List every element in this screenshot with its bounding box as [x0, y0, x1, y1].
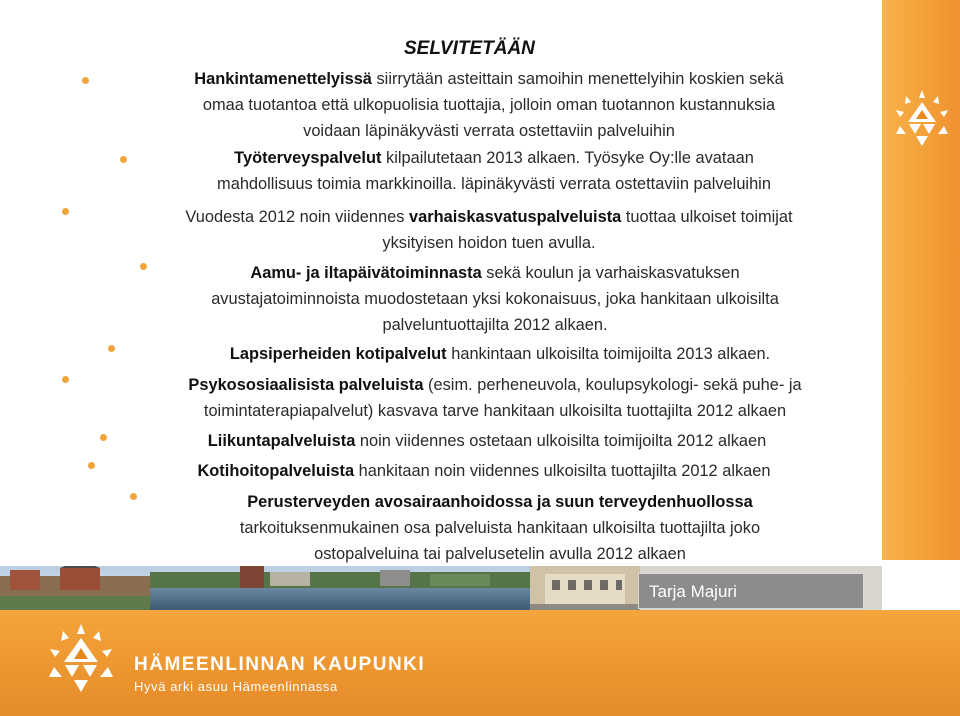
bold-term: Perusterveyden avosairaanhoidossa ja suun terveydenhuollossa — [247, 493, 753, 511]
text-run: tuottaa ulkoiset toimijat — [621, 208, 793, 226]
text-line — [90, 398, 900, 424]
text-line — [120, 286, 870, 312]
item-hankintamenettely — [94, 66, 884, 144]
text-run: voidaan läpinäkyvästi verrata ostettaviin palveluihin — [303, 122, 675, 140]
bold-term: varhaiskasvatuspalveluista — [409, 208, 622, 226]
text-line — [94, 66, 884, 92]
city-sun-logo-icon — [46, 622, 116, 698]
text-run: yksityisen hoidon tuen avulla. — [382, 234, 596, 252]
bold-term: Kotihoitopalveluista — [197, 462, 355, 480]
text-run: tarkoituksenmukainen osa palveluista hankitaan ulkoisilta tuottajilta joko — [239, 519, 761, 537]
text-run: ostopalveluina tai palvelusetelin avulla 2012 alkaen — [314, 545, 686, 563]
text-line — [104, 458, 864, 484]
text-line — [140, 489, 860, 515]
text-run: kilpailutetaan 2013 alkaen. Työsyke Oy:lle avataan — [381, 149, 754, 167]
text-line — [94, 92, 884, 118]
text-run: hankitaan noin viidennes ulkoisilta tuottajilta 2012 alkaen — [354, 462, 771, 480]
text-line — [120, 341, 880, 367]
text-line — [112, 428, 862, 454]
item-varhaiskasvatus — [84, 204, 894, 256]
text-line — [90, 372, 900, 398]
item-kotihoitopalvelut — [104, 458, 864, 484]
text-line — [120, 260, 870, 286]
bullet-icon — [82, 77, 89, 84]
bold-term: Aamu- ja iltapäivätoiminnasta — [250, 264, 482, 282]
item-psykososiaaliset-palvelut — [90, 372, 900, 424]
right-accent-strip — [882, 0, 960, 560]
item-aamu-iltapaivatoiminta — [120, 260, 870, 338]
text-run: noin viidennes ostetaan ulkoisilta toimijoilta 2012 alkaen — [355, 432, 767, 450]
text-run: avustajatoiminnoista muodostetaan yksi kokonaisuus, joka hankitaan ulkoisilta — [211, 290, 779, 308]
bold-term: Psykososiaalisista palveluista — [188, 376, 424, 394]
bullet-icon — [100, 434, 107, 441]
text-run: Vuodesta 2012 noin viidennes — [185, 208, 409, 226]
city-slogan: Hyvä arki asuu Hämeenlinnassa — [134, 679, 338, 694]
slide-title: SELVITETÄÄN — [404, 38, 535, 59]
bold-term: Hankintamenettelyissä — [194, 70, 372, 88]
text-run: hankintaan ulkoisilta toimijoilta 2013 alkaen. — [446, 345, 771, 363]
city-name: HÄMEENLINNAN KAUPUNKI — [134, 654, 426, 675]
text-line — [84, 204, 894, 230]
text-run: omaa tuotantoa että ulkopuolisia tuottajia, jolloin oman tuotannon kustannuksia — [202, 96, 776, 114]
sun-logo-icon — [892, 88, 952, 150]
bullet-icon — [62, 376, 69, 383]
bullet-icon — [62, 208, 69, 215]
text-line — [126, 145, 862, 171]
bold-term: Työterveyspalvelut — [234, 149, 382, 167]
text-run: mahdollisuus toimia markkinoilla. läpinäkyvästi verrata ostettaviin palveluihin — [217, 175, 771, 193]
item-perusterveydenhuolto — [140, 489, 860, 567]
text-line — [140, 541, 860, 567]
text-line — [94, 118, 884, 144]
presenter-name-box — [638, 573, 864, 609]
text-run: palveluntuottajilta 2012 alkaen. — [382, 316, 608, 334]
text-run: (esim. perheneuvola, koulupsykologi- sekä puhe- ja — [423, 376, 802, 394]
bullet-icon — [88, 462, 95, 469]
bold-term: Lapsiperheiden kotipalvelut — [229, 345, 447, 363]
presenter-name: Tarja Majuri — [649, 582, 737, 601]
bold-term: Liikuntapalveluista — [207, 432, 356, 450]
text-line — [120, 312, 870, 338]
text-run: sekä koulun ja varhaiskasvatuksen — [481, 264, 740, 282]
text-line — [126, 171, 862, 197]
text-run: toimintaterapiapalvelut) kasvava tarve hankitaan ulkoisilta tuottajilta 2012 alkaen — [203, 402, 787, 420]
text-line — [84, 230, 894, 256]
item-liikuntapalvelut — [112, 428, 862, 454]
bullet-icon — [130, 493, 137, 500]
footer-banner — [0, 610, 960, 716]
text-run: siirrytään asteittain samoihin menettelyihin koskien sekä — [371, 70, 784, 88]
bullet-icon — [108, 345, 115, 352]
text-line — [140, 515, 860, 541]
item-tyoterveyspalvelut — [126, 145, 862, 197]
item-lapsiperheiden-kotipalvelut — [120, 341, 880, 367]
